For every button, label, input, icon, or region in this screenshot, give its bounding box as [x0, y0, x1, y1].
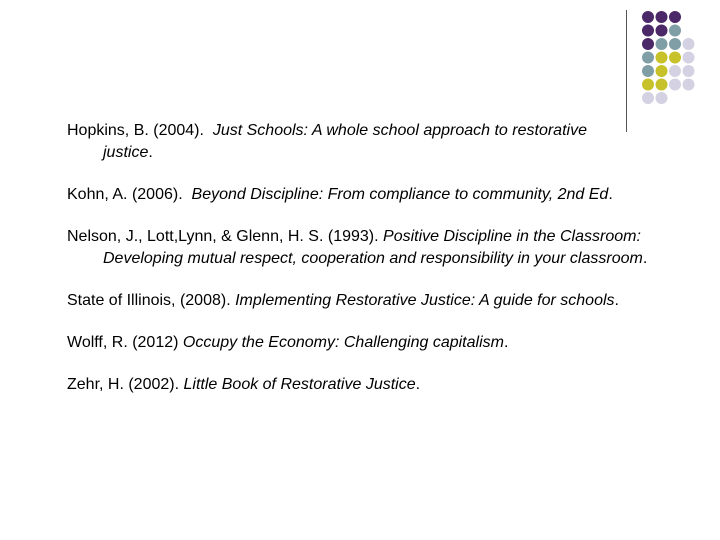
decor-dot [669, 79, 681, 91]
reference-end: . [503, 334, 509, 351]
reference-title: Beyond Discipline: From compliance to community, 2nd Ed [191, 186, 609, 203]
decor-dot [642, 79, 654, 91]
decor-dot [656, 25, 668, 37]
reference-end: . [415, 376, 421, 393]
reference-end: . [642, 250, 648, 267]
decor-dot [683, 38, 695, 50]
decor-dot [683, 79, 695, 91]
decor-dot [642, 11, 654, 23]
decor-dot [656, 11, 668, 23]
reference-item [67, 374, 707, 396]
reference-title: Implementing Restorative Justice: A guide for schools [235, 292, 615, 309]
decor-dot [656, 65, 668, 77]
decor-dot [669, 65, 681, 77]
decor-dot [683, 65, 695, 77]
reference-item [67, 226, 703, 270]
decor-dot [656, 52, 668, 64]
decor-dot [683, 52, 695, 64]
reference-end: . [148, 144, 153, 161]
decor-dot [642, 25, 654, 37]
decor-dot [642, 92, 654, 104]
reference-title: Occupy the Economy: Challenging capitalism [182, 334, 504, 351]
dot-grid-decoration [0, 0, 720, 140]
reference-end: . [608, 186, 613, 203]
decor-dot [656, 92, 668, 104]
decor-dot [669, 38, 681, 50]
reference-title: Just Schools: A whole school approach to restorative justice [103, 122, 587, 161]
reference-author: Nelson, J., Lott,Lynn, & Glenn, H. S. (1993). [67, 228, 379, 245]
vertical-divider-line [626, 10, 627, 132]
reference-item [67, 290, 707, 312]
decor-dot [669, 25, 681, 37]
decor-dot [656, 38, 668, 50]
reference-author: Kohn, A. (2006). [67, 186, 183, 203]
reference-author: Wolff, R. (2012) [67, 334, 179, 351]
decor-dot [642, 38, 654, 50]
decor-dot [669, 52, 681, 64]
reference-item [67, 332, 707, 354]
reference-title: Positive Discipline in the Classroom: Developing mutual respect, cooperation and responsibility in your classroom [103, 228, 643, 267]
reference-author: Zehr, H. (2002). [67, 376, 180, 393]
reference-title: Little Book of Restorative Justice [183, 376, 416, 393]
decor-dot [669, 11, 681, 23]
decor-dot [642, 65, 654, 77]
reference-author: State of Illinois, (2008). [67, 292, 231, 309]
reference-list [67, 120, 707, 416]
decor-dot [642, 52, 654, 64]
reference-item [67, 120, 603, 164]
reference-item [67, 184, 707, 206]
decor-dot [656, 79, 668, 91]
reference-end: . [614, 292, 619, 309]
reference-author: Hopkins, B. (2004). [67, 122, 204, 139]
